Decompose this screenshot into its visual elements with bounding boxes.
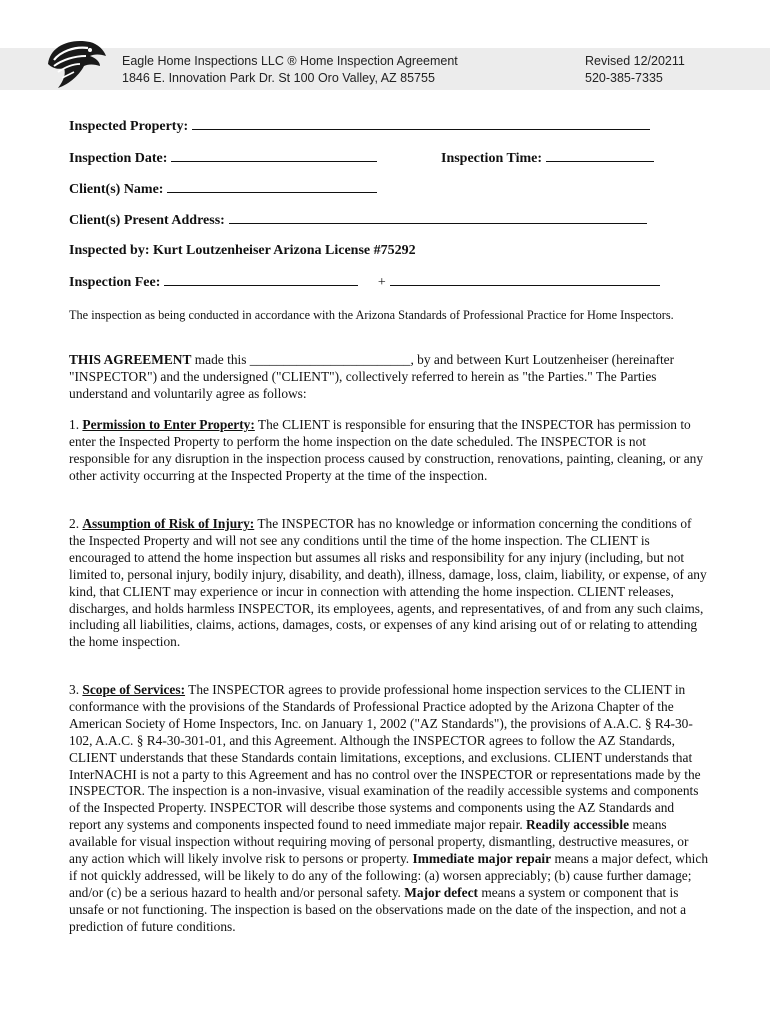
inspected-property-line[interactable] [192,118,650,130]
agreement-paragraph: THIS AGREEMENT made this ________________________, by and between Kurt Loutzenheiser (hereinafter "INSPECTOR") and the undersigned ("CLIENT"), collectively referred to herein as "the Parties." The Parties understand and voluntarily agree as follows: [69,352,675,401]
inspection-time-line[interactable] [546,150,654,162]
revised-date: Revised 12/20211 [585,54,685,68]
term-major-defect: Major defect [404,884,478,900]
company-address: 1846 E. Innovation Park Dr. St 100 Oro Valley, AZ 85755 [122,71,435,85]
term-immediate-major-repair: Immediate major repair [412,851,552,867]
company-header [122,53,458,87]
client-address-label: Client(s) Present Address: [69,213,225,228]
inspection-fee-label: Inspection Fee: [69,275,161,290]
section-risk: 2. Assumption of Risk of Injury: The INSPECTOR has no knowledge or information concerning the conditions of the Inspected Property and will not see any conditions until the time of the home inspection. The CLIENT is encouraged to attend the home inspection but assumes all risks and responsibility for any injury (including, but not limited to, personal injury, bodily injury, disability, and death), illness, damage, loss, claim, liability, or expense, of any kind, that CLIENT may experience or incur in connection with attending the home inspection. CLIENT releases, discharges, and holds harmless INSPECTOR, its employees, agents, and representatives, of and from any such claims, including all liabilities, claims, actions, damages, costs, or expenses of any kind arising out of or relating to attending the home inspection. [69,516,707,650]
client-name-line[interactable] [167,181,377,193]
inspector-line: Inspected by: Kurt Loutzenheiser Arizona License #75292 [69,243,416,258]
client-name-label: Client(s) Name: [69,182,164,197]
client-address-field[interactable] [69,212,647,229]
section-scope-title: Scope of Services: [82,682,186,697]
section-permission-title: Permission to Enter Property: [82,417,255,432]
inspection-fee-field[interactable] [69,274,660,291]
eagle-head-icon [40,34,110,94]
client-name-field[interactable] [69,181,377,198]
inspection-time-field[interactable] [441,150,654,167]
term-readily-accessible: Readily accessible [526,817,630,833]
section-scope: 3. Scope of Services: The INSPECTOR agrees to provide professional home inspection services to the CLIENT in conformance with the provisions of the Standards of Professional Practice adopted by the Arizona Chapter of the American Society of Home Inspectors, Inc. on January 1, 2002 ("AZ Standards"), the provisions of A.A.C. § R4-30-102, A.A.C. § R4-30-301-01, and this Agreement. Although the INSPECTOR agrees to follow the AZ Standards, CLIENT understands that these Standards contain limitations, exceptions, and exclusions. CLIENT understands that InterNACHI is not a party to this Agreement and has no control over the INSPECTOR or representations made by the INSPECTOR. The inspection is a non-invasive, visual examination of the readily accessible systems and components of the Inspected Property. INSPECTOR will describe those systems and components using the AZ Standards and report any systems and components inspected found to need immediate major repair. Readily accessible means available for visual inspection without requiring moving of personal property, dismantling, destructive measures, or any action which will likely involve risk to persons or property. Immediate major repair means a major defect, which if not quickly addressed, will be likely to do any of the following: (a) worsen appreciably; (b) cause further damage; and/or (c) be a serious hazard to health and/or personal safety. Major defect means a system or component that is unsafe or not functioning. The inspection is based on the observations made on the date of the inspection, and not a prediction of future conditions. [69,682,709,934]
section-risk-body: The INSPECTOR has no knowledge or information concerning the conditions of the Inspected Property and will not see any conditions until the time of the home inspection. The CLIENT is encouraged to attend the home inspection but assumes all risks and responsibility for any injury (including, but not limited to, personal injury, bodily injury, disability, and death), illness, damage, loss, claim, liability, or expense, of any kind, that CLIENT may experience or incur in connection with attending the home inspection. CLIENT releases, discharges, and holds harmless INSPECTOR, its employees, agents, and representatives, of and from any such claims, including all liabilities, claims, actions, damages, costs, or expenses of any kind arising out of or relating to attending the home inspection. [69,516,707,650]
client-address-line[interactable] [229,212,647,224]
section-permission-body: The CLIENT is responsible for ensuring that the INSPECTOR has permission to enter the Inspected Property to perform the home inspection on the date scheduled. The INSPECTOR is not responsible for any disruption in the inspection process caused by construction, renovations, painting, cleaning, or any other activity occurring at the Inspected Property at the time of the inspection. [69,417,704,483]
fee-plus: + [377,275,386,290]
inspection-date-label: Inspection Date: [69,151,168,166]
inspector-info [69,243,416,259]
revision-info [585,53,685,87]
section-permission: 1. Permission to Enter Property: The CLIENT is responsible for ensuring that the INSPECTOR has permission to enter the Inspected Property to perform the home inspection on the date scheduled. The INSPECTOR is not responsible for any disruption in the inspection process caused by construction, renovations, painting, cleaning, or any other activity occurring at the Inspected Property at the time of the inspection. [69,417,704,483]
section-risk-title: Assumption of Risk of Injury: [82,516,255,531]
inspection-fee-extra-line[interactable] [390,274,660,286]
agreement-lead: THIS AGREEMENT [69,352,192,367]
inspection-date-line[interactable] [171,150,377,162]
inspection-date-field[interactable] [69,150,377,167]
inspected-property-label: Inspected Property: [69,119,189,134]
inspection-fee-line[interactable] [164,274,358,286]
inspection-time-label: Inspection Time: [441,151,542,166]
standards-intro: The inspection as being conducted in accordance with the Arizona Standards of Professional Practice for Home Inspectors. [69,308,674,322]
company-phone: 520-385-7335 [585,71,663,85]
company-title: Eagle Home Inspections LLC ® Home Inspection Agreement [122,54,458,68]
agreement-date-blank[interactable]: ________________________ [249,352,411,367]
inspected-property-field[interactable] [69,118,650,135]
